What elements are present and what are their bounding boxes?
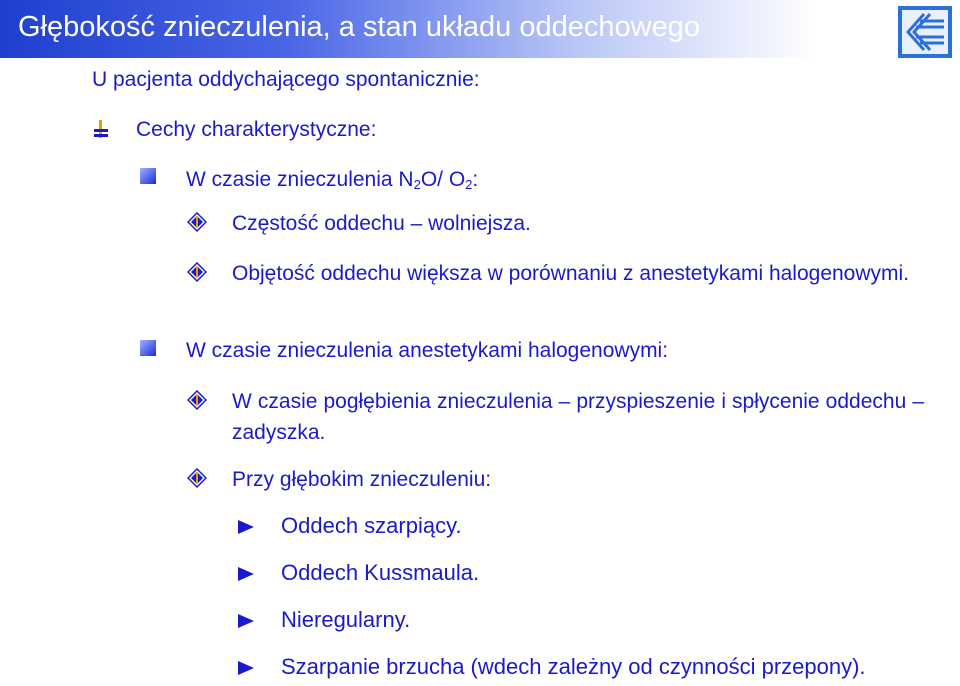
sub-item-4: Szarpanie brzucha (wdech zależny od czynności przepony).: [281, 654, 866, 679]
cechy-label: Cechy charakterystyczne:: [136, 118, 377, 141]
n2o-subscript-1: 2: [413, 177, 421, 192]
title-bar: [0, 0, 960, 58]
halogen-header: W czasie znieczulenia anestetykami halogenowymi:: [186, 339, 669, 362]
slide-title: Głębokość znieczulenia, a stan układu oddechowego: [18, 11, 700, 43]
triangle-bullet-icon: [238, 661, 254, 675]
glebokim-item: Przy głębokim znieczuleniu:: [232, 468, 492, 491]
sub-item-2: Oddech Kussmaula.: [281, 560, 480, 585]
diamond-bullet-icon: [187, 390, 207, 410]
subtitle: U pacjenta oddychającego spontanicznie:: [92, 68, 480, 91]
triangle-bullet-icon: [238, 567, 254, 581]
n2o-header: [186, 168, 478, 192]
czestosc-item: Częstość oddechu – wolniejsza.: [232, 212, 531, 235]
sub-item-3: Nieregularny.: [281, 607, 411, 632]
cross-bullet-icon: [94, 120, 108, 138]
triangle-bullet-icon: [238, 520, 254, 534]
n2o-prefix: W czasie znieczulenia N: [186, 168, 414, 191]
poglebienie-item: W czasie pogłębienia znieczulenia – przyspieszenie i spłycenie oddechu – zadyszka.: [232, 390, 924, 444]
sub-item-1: Oddech szarpiący.: [281, 513, 462, 538]
triangle-bullet-icon: [238, 614, 254, 628]
n2o-mid: O/ O: [420, 168, 466, 191]
n2o-subscript-2: 2: [465, 177, 473, 192]
diamond-bullet-icon: [187, 212, 207, 232]
square-bullet-icon: [140, 340, 156, 356]
diamond-bullet-icon: [187, 262, 207, 282]
objetosc-item: Objętość oddechu większa w porównaniu z anestetykami halogenowymi.: [232, 262, 910, 285]
n2o-suffix: :: [472, 168, 479, 191]
logo-icon: [896, 4, 954, 60]
diamond-bullet-icon: [187, 468, 207, 488]
square-bullet-icon: [140, 168, 156, 184]
